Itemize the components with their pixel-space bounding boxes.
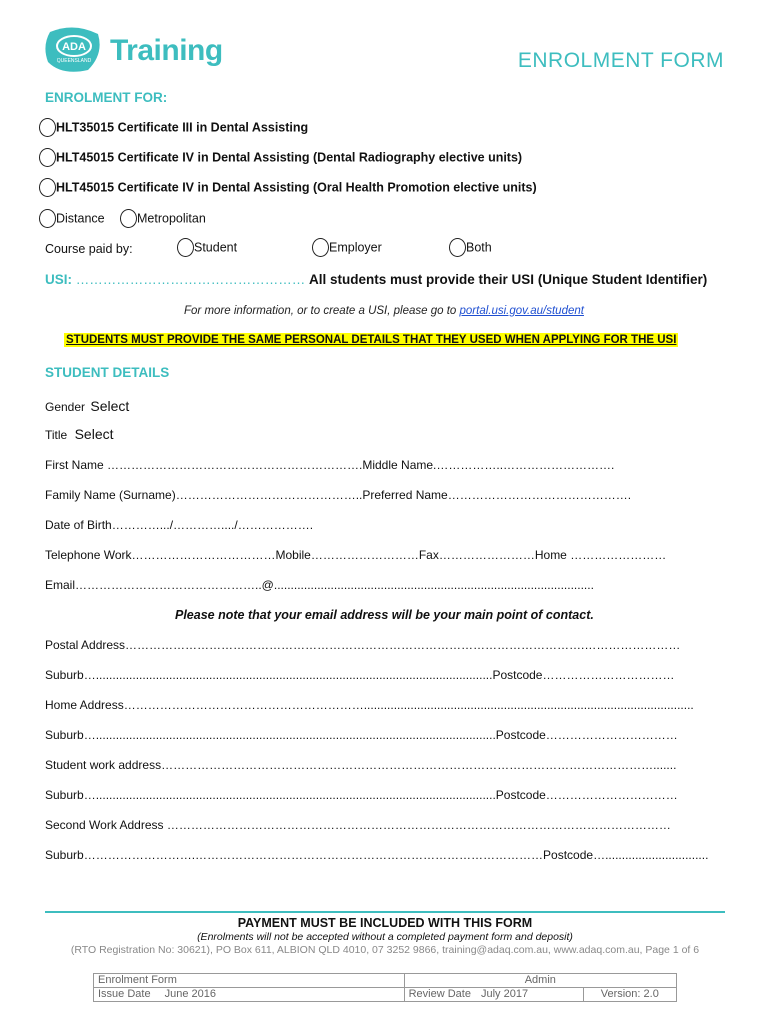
review-date-label: Review Date xyxy=(408,988,471,1000)
usi-label: USI: xyxy=(45,272,72,287)
paid-by-student[interactable] xyxy=(177,238,237,257)
radio-distance[interactable] xyxy=(39,209,56,228)
home-address-field[interactable]: Home Address……………………………………………………................................................................................................... xyxy=(45,698,694,712)
logo-badge-sub: QUEENSLAND xyxy=(56,58,92,64)
paid-by-both[interactable] xyxy=(449,238,492,257)
postal-suburb-field[interactable]: Suburb….......................................................................................................................Postcode…………………………… xyxy=(45,668,675,682)
telephone-field[interactable]: Telephone Work………………………………Mobile………………………Fax……………………Home …………………… xyxy=(45,548,667,562)
review-date-value: July 2017 xyxy=(480,988,529,1000)
paid-by-label: Course paid by: xyxy=(45,242,133,256)
logo-badge-text: ADA xyxy=(62,41,86,53)
enrolment-heading: ENROLMENT FOR: xyxy=(45,90,168,105)
ada-logo xyxy=(44,26,104,74)
postal-address-field[interactable]: Postal Address…………………………………………………………………………………………………….…………………… xyxy=(45,638,681,652)
second-work-address-field[interactable]: Second Work Address ……………………………………………………………………………………………………………… xyxy=(45,818,671,832)
home-suburb-field[interactable]: Suburb…........................................................................................................................Postcode…………………………… xyxy=(45,728,678,742)
gender-select[interactable]: Select xyxy=(90,398,130,414)
mode-distance[interactable] xyxy=(39,209,105,228)
work-address-field[interactable]: Student work address……………………………………………………………………………………………………………....... xyxy=(45,758,677,772)
doc-name: Enrolment Form xyxy=(98,974,177,986)
both-label: Both xyxy=(466,240,492,255)
radio-course-1[interactable] xyxy=(39,118,56,137)
course-option-2[interactable] xyxy=(39,148,522,167)
dob-field[interactable]: Date of Birth………….../…………..../………………. xyxy=(45,518,314,532)
radio-employer[interactable] xyxy=(312,238,329,257)
title-select[interactable]: Select xyxy=(74,426,114,442)
usi-field[interactable]: …………………………………………… xyxy=(75,272,306,287)
usi-row xyxy=(45,272,707,287)
usi-portal-link[interactable]: portal.usi.gov.au/student xyxy=(459,305,584,317)
employer-label: Employer xyxy=(329,240,382,255)
course-3-label: HLT45015 Certificate IV in Dental Assisting (Oral Health Promotion elective units) xyxy=(56,180,537,195)
radio-course-3[interactable] xyxy=(39,178,56,197)
title-label: Title xyxy=(45,428,68,442)
radio-course-2[interactable] xyxy=(39,148,56,167)
course-1-label: HLT35015 Certificate III in Dental Assisting xyxy=(56,120,309,135)
title-row xyxy=(45,426,114,442)
gender-row xyxy=(45,398,129,414)
issue-date-value: June 2016 xyxy=(164,988,216,1000)
document-control-table xyxy=(93,973,677,1002)
footer-divider xyxy=(45,911,725,913)
surname-field[interactable]: Family Name (Surname)………………………………………..Preferred Name………………………………………. xyxy=(45,488,632,502)
metropolitan-label: Metropolitan xyxy=(137,211,206,226)
course-option-3[interactable] xyxy=(39,178,537,197)
usi-note: All students must provide their USI (Unique Student Identifier) xyxy=(309,272,708,287)
email-field[interactable]: Email………………………………………..@................................................................................................ xyxy=(45,578,594,592)
issue-date-label: Issue Date xyxy=(98,988,151,1000)
mode-metropolitan[interactable] xyxy=(120,209,206,228)
paid-by-employer[interactable] xyxy=(312,238,382,257)
radio-both[interactable] xyxy=(449,238,466,257)
second-work-suburb-field[interactable]: Suburb……………………….……………………………………………………………………………Postcode…............................... xyxy=(45,848,709,862)
payment-note: (Enrolments will not be accepted without a completed payment form and deposit) xyxy=(197,931,573,943)
usi-info-text: For more information, or to create a USI, please go to xyxy=(184,305,460,317)
radio-student[interactable] xyxy=(177,238,194,257)
page-title: ENROLMENT FORM xyxy=(517,49,724,72)
version: Version: 2.0 xyxy=(600,988,659,1000)
doc-admin: Admin xyxy=(524,974,556,986)
student-label: Student xyxy=(194,240,238,255)
radio-metropolitan[interactable] xyxy=(120,209,137,228)
course-option-1[interactable] xyxy=(39,118,308,137)
student-details-heading: STUDENT DETAILS xyxy=(45,365,170,380)
distance-label: Distance xyxy=(56,211,105,226)
name-field[interactable]: First Name ……………………………………………………….Middle Name.……………..………………………. xyxy=(45,458,615,472)
payment-notice: PAYMENT MUST BE INCLUDED WITH THIS FORM xyxy=(237,916,533,930)
usi-info xyxy=(184,305,584,317)
course-2-label: HLT45015 Certificate IV in Dental Assisting (Dental Radiography elective units) xyxy=(56,150,523,165)
logo-word: Training xyxy=(110,34,223,67)
usi-warning-banner: STUDENTS MUST PROVIDE THE SAME PERSONAL DETAILS THAT THEY USED WHEN APPLYING FOR THE USI xyxy=(66,334,677,346)
work-suburb-field[interactable]: Suburb…........................................................................................................................Postcode…………………………… xyxy=(45,788,678,802)
email-note: Please note that your email address will be your main point of contact. xyxy=(175,608,594,622)
rto-details: (RTO Registration No: 30621), PO Box 611, ALBION QLD 4010, 07 3252 9866, training@adaq.com.au, www.adaq.com.au, Page 1 of 6 xyxy=(70,944,700,956)
gender-label: Gender xyxy=(45,400,86,414)
